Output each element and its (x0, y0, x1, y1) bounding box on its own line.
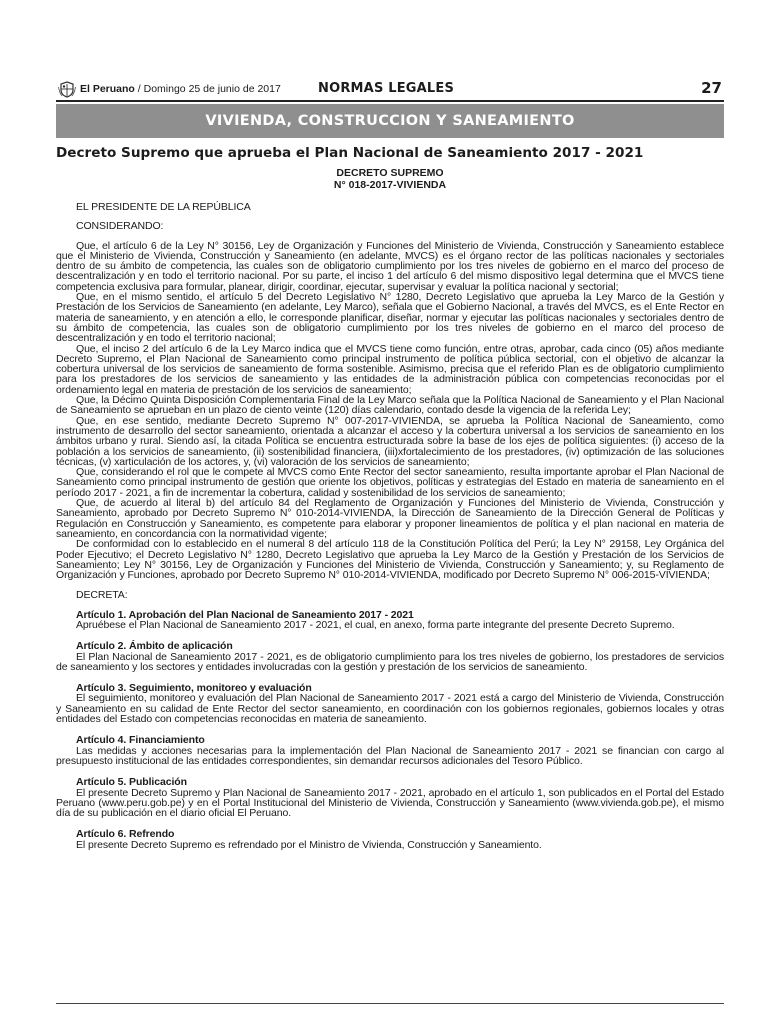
considerando-paragraph: Que, la Décimo Quinta Disposición Complementaria Final de la Ley Marco señala que la Política Nacional de Saneamiento y el Plan Nacional de Saneamiento se aprueban en un plazo de ciento veinte (120) días calendario, contado desde la vigencia de la referida Ley; (56, 394, 724, 417)
article-text: El seguimiento, monitoreo y evaluación del Plan Nacional de Saneamiento 2017 - 2021 está a cargo del Ministerio de Vivienda, Construcción y Saneamiento en su calidad de Ente Rector del sector saneamiento, en coordinación con los gobiernos regionales, gobiernos locales y otras entidades del Estado con competencias reconocidas en materia de saneamiento. (56, 692, 724, 726)
decree-number: N° 018-2017-VIVIENDA (333, 178, 447, 191)
decreta-label: DECRETA: (76, 589, 128, 602)
considerando-paragraph: De conformidad con lo establecido en el numeral 8 del artículo 118 de la Constitución Política del Perú; la Ley N° 29158, Ley Orgánica del Poder Ejecutivo; el Decreto Legislativo N° 1280, Decreto Legislativo que aprueba la Ley Marco de la Gestión y Prestación de los Servicios de Saneamiento; Ley N° 30156, Ley de Organización y Funciones del Ministerio de Vivienda, Construcción y Saneamiento; y, su Reglamento de Organización y Funciones, aprobado por Decreto Supremo N° 010-2014-VIVIENDA, modificado por Decreto Supremo N° 006-2015-VIVIENDA; (56, 538, 724, 582)
publication-line: El Peruano / Domingo 25 de junio de 2017 (80, 83, 281, 95)
decree-heading (56, 168, 724, 191)
coat-of-arms-icon (58, 81, 76, 98)
masthead (56, 80, 724, 100)
article-text: Apruébese el Plan Nacional de Saneamiento 2017 - 2021, el cual, en anexo, forma parte integrante del presente Decreto Supremo. (76, 618, 675, 631)
considerando-paragraph: Que, el inciso 2 del artículo 6 de la Ley Marco indica que el MVCS tiene como función, entre otras, aprobar, cada cinco (05) años mediante Decreto Supremo, el Plan Nacional de Saneamiento como principal instrumento de política pública sectorial, con el objetivo de alcanzar la cobertura universal de los servicios de saneamiento de forma sostenible. Asimismo, precisa que el referido Plan es de obligatorio cumplimiento para los prestadores de los servicios de saneamiento y las entidades de la administración pública con competencias reconocidas por el ordenamiento legal en materia de prestación de los servicios de saneamiento; (56, 342, 724, 396)
president-line: EL PRESIDENTE DE LA REPÚBLICA (76, 201, 251, 213)
article-text: Las medidas y acciones necesarias para la implementación del Plan Nacional de Saneamiento 2017 - 2021 se financian con cargo al presupuesto institucional de las entidades correspondientes, sin demandar recursos adicionales del Tesoro Público. (56, 744, 724, 767)
article-title: Artículo 6. Refrendo (76, 828, 175, 841)
article-title: Artículo 1. Aprobación del Plan Nacional de Saneamiento 2017 - 2021 (76, 608, 414, 621)
document-body (56, 198, 724, 850)
considerando-paragraph: Que, en ese sentido, mediante Decreto Supremo N° 007-2017-VIVIENDA, se aprueba la Política Nacional de Saneamiento, como instrumento de desarrollo del sector saneamiento, orientada a alcanzar el acceso y la cobertura universal a los servicios de saneamiento en los ámbitos urbano y rural. Siendo así, la citada Política se encuentra estructurada sobre la base de los ejes de política siguientes: (i) acceso de la población a los servicios de saneamiento, (ii) sostenibilidad financiera, (iii)xfortalecimiento de los prestadores, (iv) optimización de las soluciones técnicas, (v) xarticulación de los actores, y, (vi) valoración de los servicios de saneamiento; (56, 414, 724, 468)
header-rule (56, 100, 724, 102)
article-title: Artículo 3. Seguimiento, monitoreo y evaluación (76, 682, 312, 695)
article-text: El presente Decreto Supremo es refrendado por el Ministro de Vivienda, Construcción y Saneamiento. (76, 838, 542, 851)
article-title: Artículo 4. Financiamiento (76, 734, 205, 747)
page-number: 27 (701, 79, 722, 97)
page-title: Decreto Supremo que aprueba el Plan Nacional de Saneamiento 2017 - 2021 (56, 145, 644, 161)
article-text: El presente Decreto Supremo y Plan Nacional de Saneamiento 2017 - 2021, aprobado en el artículo 1, son publicados en el Portal del Estado Peruano (www.peru.gob.pe) y en el Portal Institucional del Ministerio de Vivienda, Construcción y Saneamiento (www.vivienda.gob.pe), el mismo día de su publicación en el diario oficial El Peruano. (56, 786, 724, 820)
section-header: NORMAS LEGALES (318, 81, 455, 96)
section-banner: VIVIENDA, CONSTRUCCION Y SANEAMIENTO (56, 104, 724, 138)
publication-name: El Peruano (80, 83, 135, 95)
footer-rule (56, 1003, 724, 1004)
publication-date: Domingo 25 de junio de 2017 (143, 83, 281, 95)
considerando-paragraph: Que, el artículo 6 de la Ley N° 30156, Ley de Organización y Funciones del Ministerio de Vivienda, Construcción y Saneamiento establece que el Ministerio de Vivienda, Construcción y Saneamiento (en adelante, MVCS) es el órgano rector de las políticas nacionales y sectoriales dentro de su ámbito de competencia, las cuales son de obligatorio cumplimiento por los tres niveles de gobierno en el marco del proceso de descentralización y en todo el territorio nacional. Por su parte, el inciso 1 del artículo 6 del mismo dispositivo legal determina que el MVCS tiene competencia exclusiva para formular, planear, dirigir, coordinar, ejecutar, supervisar y evaluar la política nacional y sectorial; (56, 239, 724, 293)
article-title: Artículo 5. Publicación (76, 776, 187, 789)
article-title: Artículo 2. Ámbito de aplicación (76, 640, 233, 653)
article-text: El Plan Nacional de Saneamiento 2017 - 2021, es de obligatorio cumplimiento para los tres niveles de gobierno, los prestadores de servicios de saneamiento y los sectores y entidades involucradas con la gestión y prestación de los servicios de saneamiento. (56, 650, 724, 673)
decree-type: DECRETO SUPREMO (336, 167, 444, 179)
considerando-paragraph: Que, de acuerdo al literal b) del artículo 84 del Reglamento de Organización y Funciones del Ministerio de Vivienda, Construcción y Saneamiento, aprobado por Decreto Supremo N° 010-2014-VIVIENDA, la Dirección de Saneamiento de la Dirección General de Políticas y Regulación en Construcción y Saneamiento, es competente para elaborar y proponer lineamientos de política y el plan nacional en materia de saneamiento, en concordancia con la normatividad vigente; (56, 497, 724, 540)
considering-label: CONSIDERANDO: (76, 220, 164, 233)
considerando-paragraph: Que, en el mismo sentido, el artículo 5 del Decreto Legislativo N° 1280, Decreto Legislativo que aprueba la Ley Marco de la Gestión y Prestación de los Servicios de Saneamiento (en adelante, Ley Marco), señala que el Gobierno Nacional, a través del MVCS, es el Ente Rector en materia de saneamiento, y en atención a ello, le corresponde planificar, diseñar, normar y ejecutar las políticas nacionales y sectoriales dentro de su ámbito de competencia, las cuales son de obligatorio cumplimiento por los tres niveles de gobierno en el marco del proceso de descentralización y en todo el territorio nacional; (56, 291, 724, 345)
considerando-paragraph: Que, considerando el rol que le compete al MVCS como Ente Rector del sector saneamiento, resulta importante aprobar el Plan Nacional de Saneamiento como principal instrumento de gestión que oriente los objetivos, políticas y estrategias del Estado en materia de saneamiento en el período 2017 - 2021, a fin de incrementar la cobertura, calidad y sostenibilidad de los servicios de saneamiento; (56, 466, 724, 499)
